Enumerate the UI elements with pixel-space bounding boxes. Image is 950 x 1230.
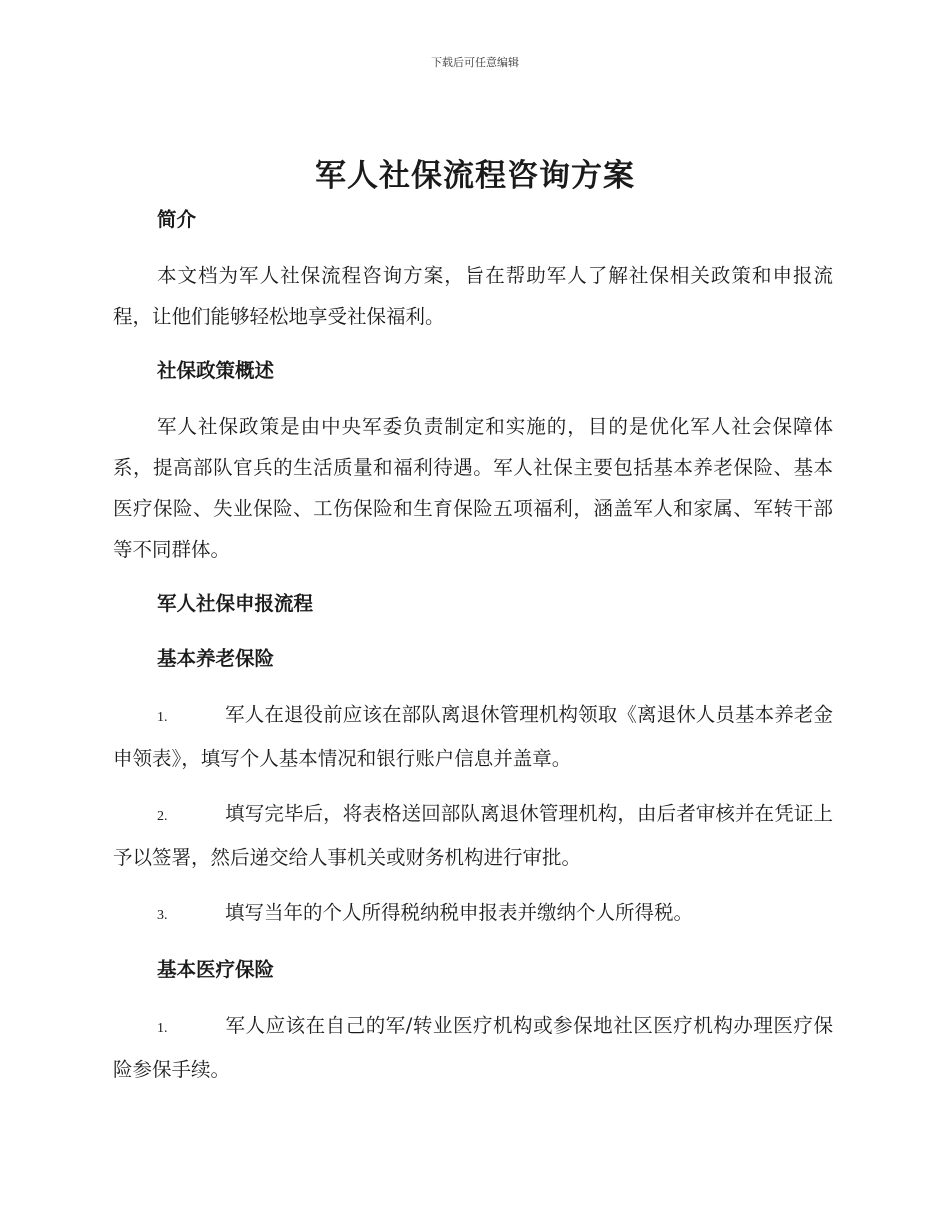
list-item — [113, 793, 833, 878]
heading-medical: 基本医疗保险 — [157, 958, 275, 981]
list-number: 3. — [157, 908, 168, 923]
list-number: 1. — [157, 710, 168, 725]
heading-intro: 简介 — [157, 208, 197, 231]
heading-pension: 基本养老保险 — [157, 647, 275, 670]
document-title: 军人社保流程咨询方案 — [315, 158, 635, 194]
list-text: 军人在退役前应该在部队离退休管理机构领取《离退休人员基本养老金申领表》，填写个人基本情况和银行账户信息并盖章。 — [113, 703, 833, 770]
list-text: 填写完毕后，将表格送回部队离退休管理机构，由后者审核并在凭证上予以签署，然后递交给人事机关或财务机构进行审批。 — [113, 802, 833, 869]
list-number: 2. — [157, 809, 168, 824]
heading-policy: 社保政策概述 — [157, 359, 275, 382]
list-text: 军人应该在自己的军/转业医疗机构或参保地社区医疗机构办理医疗保险参保手续。 — [113, 1014, 833, 1081]
paragraph-policy: 军人社保政策是由中央军委负责制定和实施的，目的是优化军人社会保障体系，提高部队官兵的生活质量和福利待遇。军人社保主要包括基本养老保险、基本医疗保险、失业保险、工伤保险和生育保险五项福利，涵盖军人和家属、军转干部等不同群体。 — [113, 415, 833, 561]
heading-process: 军人社保申报流程 — [157, 592, 314, 615]
document-body — [113, 200, 833, 1090]
list-item — [113, 694, 833, 779]
page-header-note: 下载后可任意编辑 — [431, 56, 519, 69]
list-text: 填写当年的个人所得税纳税申报表并缴纳个人所得税。 — [225, 901, 694, 924]
list-number: 1. — [157, 1021, 168, 1036]
paragraph-intro: 本文档为军人社保流程咨询方案，旨在帮助军人了解社保相关政策和申报流程，让他们能够轻松地享受社保福利。 — [113, 264, 833, 328]
list-item — [113, 1005, 833, 1090]
list-item — [113, 892, 833, 936]
